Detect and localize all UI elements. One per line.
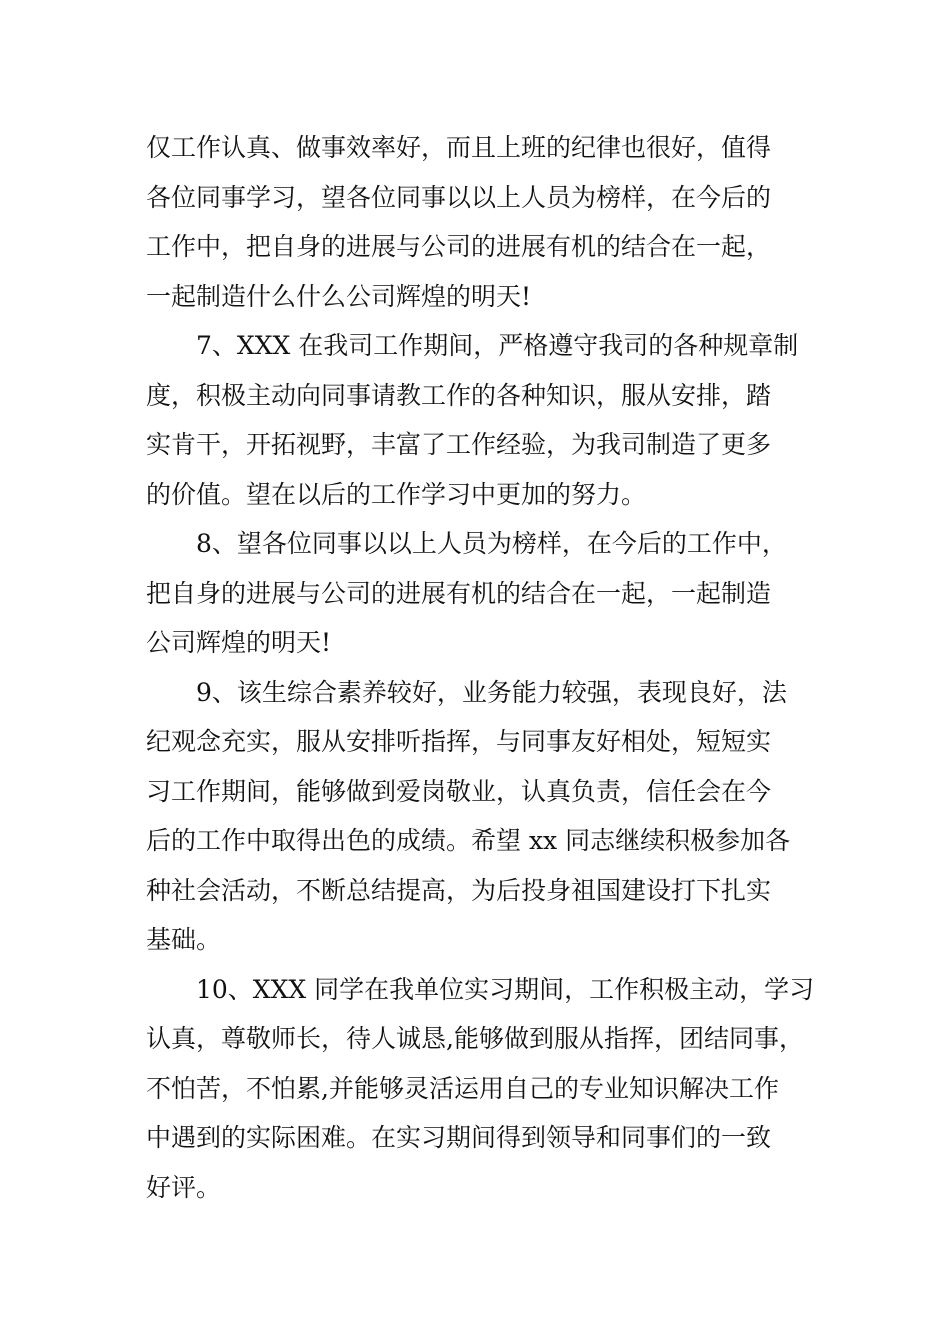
text-line: 中遇到的实际困难。在实习期间得到领导和同事们的一致 <box>146 1123 772 1152</box>
paragraph-item-10 <box>146 965 826 1213</box>
text-line: 不怕苦，不怕累,并能够灵活运用自己的专业知识解决工作 <box>146 1073 779 1103</box>
paragraph-item-7 <box>146 321 826 519</box>
text-line: 公司辉煌的明天! <box>146 628 332 657</box>
text-line: 种社会活动，不断总结提高，为后投身祖国建设打下扎实 <box>146 875 772 905</box>
text-line: 7、XXX 在我司工作期间，严格遵守我司的各种规章制 <box>196 331 799 360</box>
text-line: 认真，尊敬师长，待人诚恳,能够做到服从指挥，团结同事， <box>146 1024 804 1053</box>
text-line: 纪观念充实，服从安排听指挥，与同事友好相处，短短实 <box>146 727 772 756</box>
text-line: 仅工作认真、做事效率好，而且上班的纪律也很好，值得 <box>146 133 772 162</box>
text-line: 把自身的进展与公司的进展有机的结合在一起，一起制造 <box>146 578 772 608</box>
text-line: 各位同事学习，望各位同事以以上人员为榜样，在今后的 <box>146 182 772 212</box>
document-body <box>146 123 826 1212</box>
text-line: 习工作期间，能够做到爱岗敬业，认真负责，信任会在今 <box>146 776 772 806</box>
text-line: 实肯干，开拓视野，丰富了工作经验，为我司制造了更多 <box>146 430 772 459</box>
text-line: 10、XXX 同学在我单位实习期间，工作积极主动，学习 <box>196 974 815 1004</box>
text-line: 9、该生综合素养较好，业务能力较强，表现良好，法 <box>196 677 787 707</box>
text-line: 度，积极主动向同事请教工作的各种知识，服从安排，踏 <box>146 380 772 410</box>
paragraph-continuation <box>146 123 826 321</box>
text-line: 后的工作中取得出色的成绩。希望 xx 同志继续积极参加各 <box>146 826 791 855</box>
text-line: 好评。 <box>146 1172 222 1202</box>
text-line: 8、望各位同事以以上人员为榜样，在今后的工作中， <box>196 529 787 558</box>
text-line: 的价值。望在以后的工作学习中更加的努力。 <box>146 479 647 509</box>
text-line: 一起制造什么什么公司辉煌的明天! <box>146 281 532 311</box>
paragraph-item-8 <box>146 519 826 668</box>
text-line: 基础。 <box>146 925 222 954</box>
text-line: 工作中，把自身的进展与公司的进展有机的结合在一起， <box>146 232 772 261</box>
paragraph-item-9 <box>146 668 826 965</box>
